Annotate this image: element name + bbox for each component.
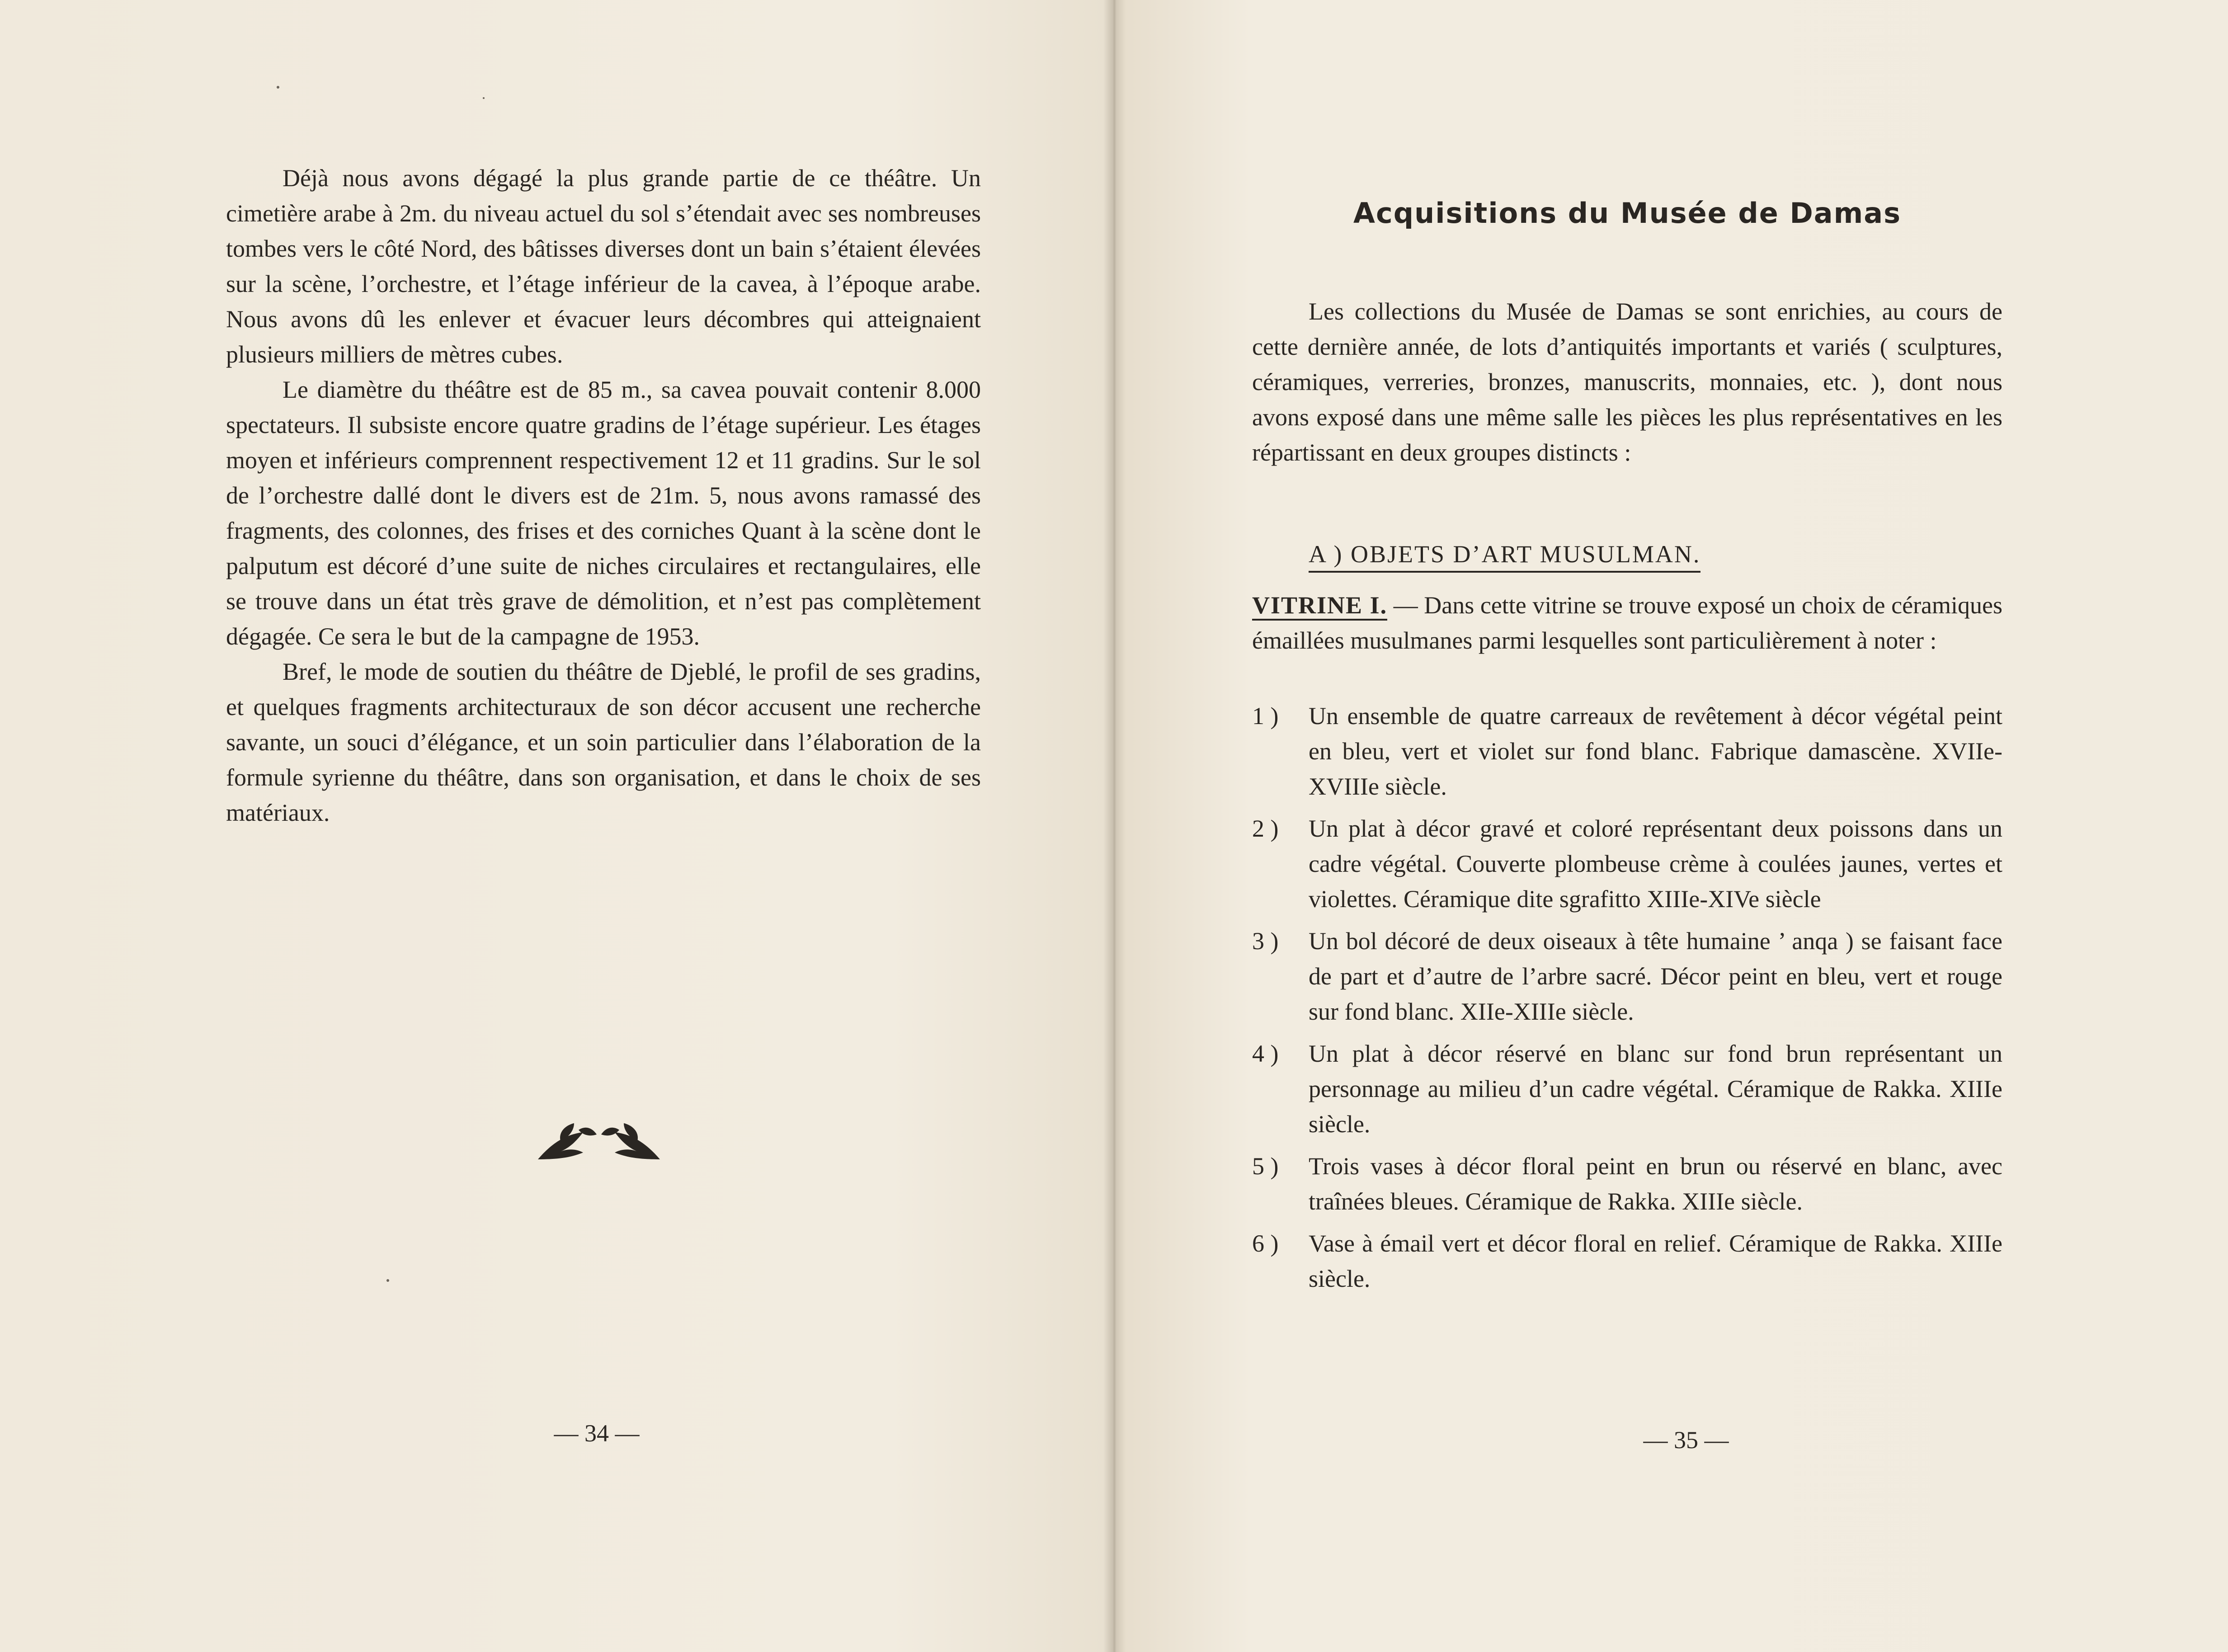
item-number: 6 ) <box>1252 1230 1279 1257</box>
item-description: Un plat à décor gravé et coloré représentant deux poissons dans un cadre végétal. Couverte plombeuse crème à coulées jaunes, vertes et violettes. Céramique dite sgrafitto XIIIe-XIVe siècle <box>1309 815 2002 913</box>
list-item <box>1252 923 2002 1029</box>
page-title: Acquisitions du Musée de Damas <box>1353 197 1901 230</box>
item-number: 4 ) <box>1252 1040 1279 1067</box>
paper-speck <box>277 86 279 89</box>
list-item <box>1252 811 2002 917</box>
paragraph: Déjà nous avons dégagé la plus grande partie de ce théâtre. Un cimetière arabe à 2m. du niveau actuel du sol s’étendait avec ses nombreuses tombes vers le côté Nord, des bâtisses diverses dont un bain s’étaient élevées sur la scène, l’orchestre, et l’étage inférieur de la cavea, à l’époque arabe. Nous avons dû les enlever et évacuer leurs décombres qui atteignaient plusieurs milliers de mètres cubes. <box>226 165 981 368</box>
item-number: 1 ) <box>1252 702 1279 730</box>
intro-paragraph <box>1252 294 2002 470</box>
item-number: 5 ) <box>1252 1153 1279 1180</box>
section-heading: A ) OBJETS D’ART MUSULMAN. <box>1309 540 1700 573</box>
paragraph: Le diamètre du théâtre est de 85 m., sa cavea pouvait contenir 8.000 spectateurs. Il subsiste encore quatre gradins de l’étage supérieur. Les étages moyen et inférieurs comprennent respectivement 12 et 11 gradins. Sur le sol de l’orchestre dallé dont le divers est de 21m. 5, nous avons ramassé des fragments, des colonnes, des frises et des corniches Quant à la scène dont le palputum est décoré d’une suite de niches circulaires et rectangulaires, elle se trouve dans un état très grave de démolition, et n’est pas complètement dégagée. Ce sera le but de la campagne de 1953. <box>226 376 981 650</box>
paper-speck <box>386 1279 389 1282</box>
item-number: 2 ) <box>1252 815 1279 842</box>
page-number: — 34 — <box>554 1420 640 1447</box>
vitrine-intro <box>1252 588 2002 658</box>
list-item <box>1252 1148 2002 1219</box>
vitrine-label: VITRINE I. <box>1252 592 1387 621</box>
item-description: Trois vases à décor floral peint en brun ou réservé en blanc, avec traînées bleues. Céramique de Rakka. XIIIe siècle. <box>1309 1153 2002 1215</box>
list-item <box>1252 698 2002 804</box>
book-gutter <box>1103 0 1126 1652</box>
floral-ornament-icon <box>533 1116 664 1166</box>
paragraph: Bref, le mode de soutien du théâtre de Djeblé, le profil de ses gradins, et quelques fragments architecturaux de son décor accusent une recherche savante, un souci d’élégance, et un soin particulier dans l’élaboration de la formule syrienne du théâtre, dans son organisation, et dans le choix de ses matériaux. <box>226 658 981 826</box>
paragraph: Les collections du Musée de Damas se sont enrichies, au cours de cette dernière année, de lots d’antiquités importants et variés ( sculptures, céramiques, verreries, bronzes, manuscrits, monnaies, etc. ), dont nous avons exposé dans une même salle les pièces les plus représentatives en les répartissant en deux groupes distincts : <box>1252 298 2002 466</box>
list-item <box>1252 1036 2002 1142</box>
item-description: Un bol décoré de deux oiseaux à tête humaine ’ anqa ) se faisant face de part et d’autre de l’arbre sacré. Décor peint en bleu, vert et rouge sur fond blanc. XIIe-XIIIe siècle. <box>1309 927 2002 1025</box>
paper-speck <box>483 97 485 99</box>
left-body-text <box>226 160 981 830</box>
page-number: — 35 — <box>1643 1426 1729 1454</box>
list-item <box>1252 1226 2002 1296</box>
item-list <box>1252 698 2002 1303</box>
item-description: Vase à émail vert et décor floral en relief. Céramique de Rakka. XIIIe siècle. <box>1309 1230 2002 1292</box>
item-description: Un plat à décor réservé en blanc sur fond brun représentant un personnage au milieu d’un cadre végétal. Céramique de Rakka. XIIIe siècle. <box>1309 1040 2002 1138</box>
vitrine-text: — Dans cette vitrine se trouve exposé un choix de céramiques émaillées musulmanes parmi lesquelles sont particulièrement à noter : <box>1252 592 2003 654</box>
item-description: Un ensemble de quatre carreaux de revêtement à décor végétal peint en bleu, vert et violet sur fond blanc. Fabrique damascène. XVIIe-XVIIIe siècle. <box>1309 702 2002 800</box>
item-number: 3 ) <box>1252 927 1279 955</box>
